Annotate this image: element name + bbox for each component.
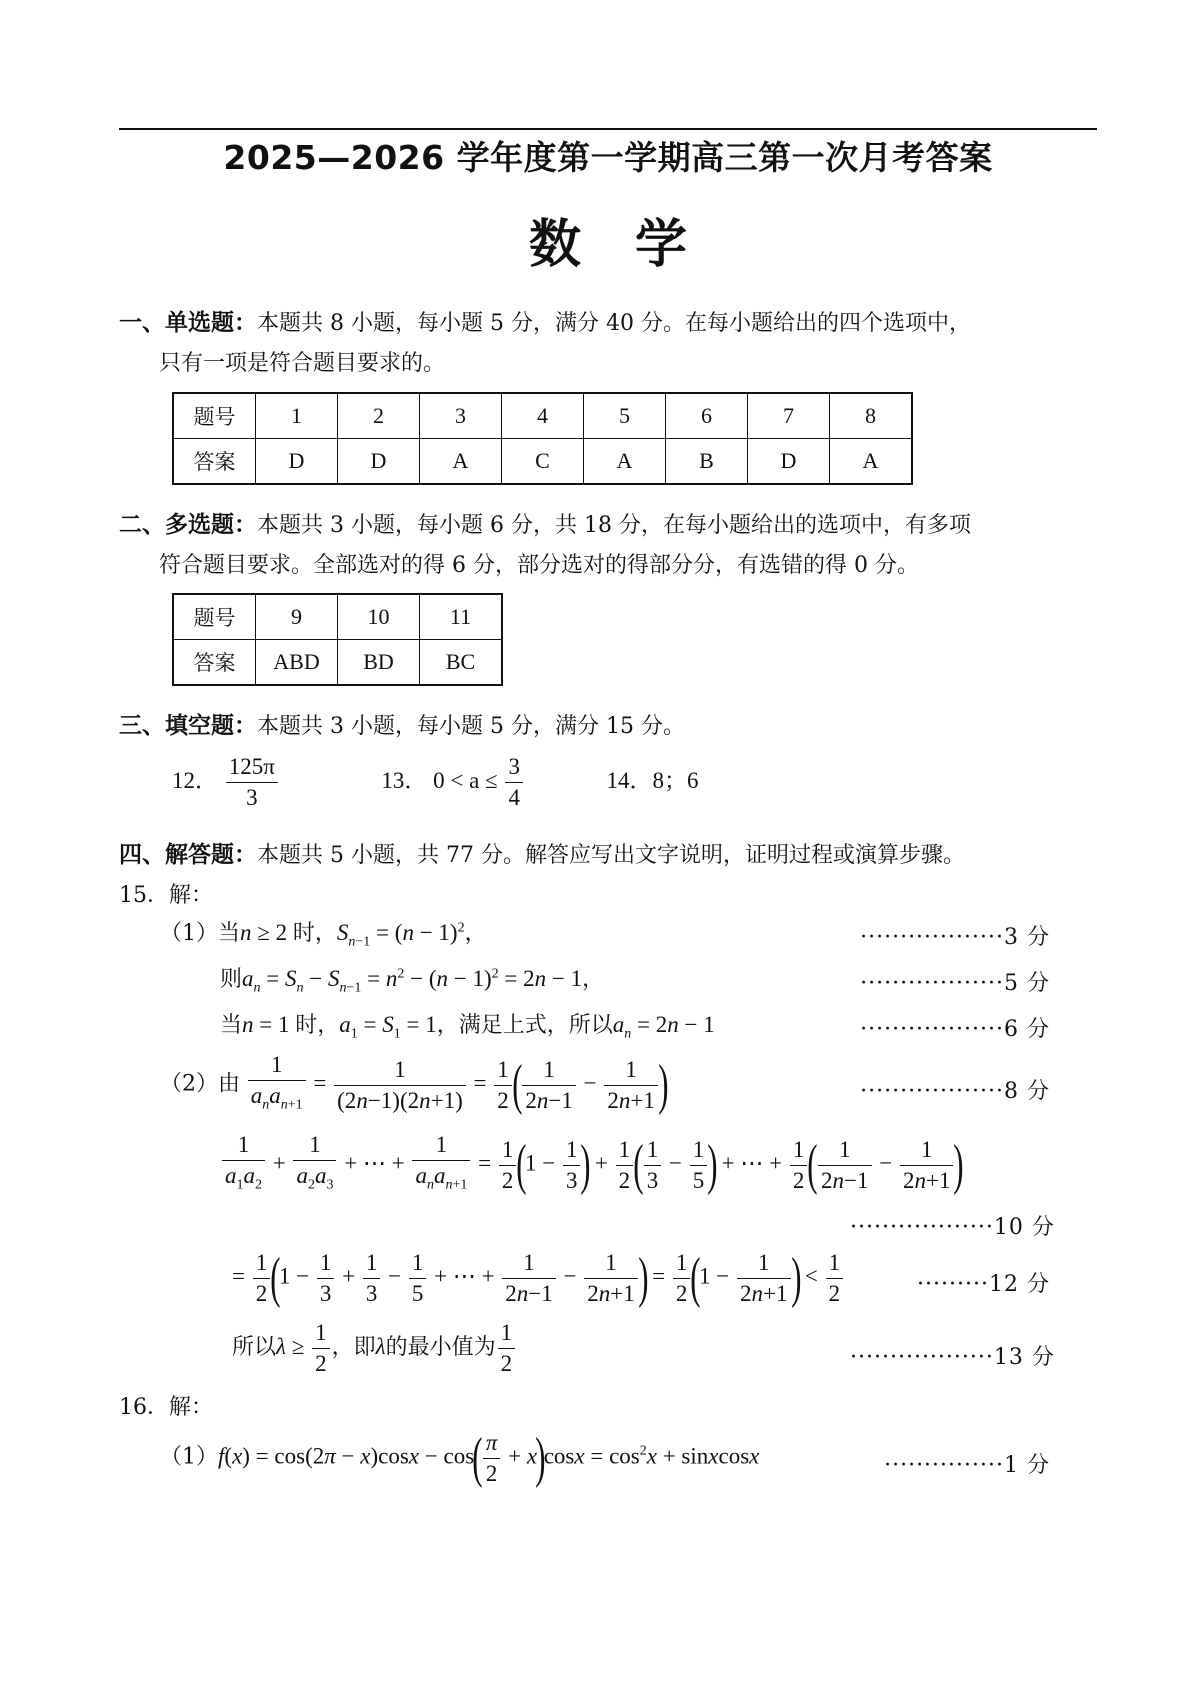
question-number: 1: [256, 393, 338, 439]
answer-cell: BD: [338, 640, 420, 686]
question-number: 9: [256, 594, 338, 640]
q13-prefix: 0 < a ≤: [433, 767, 498, 793]
page-title: 2025—2026 学年度第一学期高三第一次月考答案: [223, 138, 993, 177]
q12-fraction: [226, 752, 278, 813]
section4-text: 本题共 5 小题，共 77 分。解答应写出文字说明，证明过程或演算步骤。: [257, 843, 965, 868]
section1-answer-table: [172, 392, 913, 485]
section2-text1: 本题共 3 小题，每小题 6 分，共 18 分，在每小题给出的选项中，有多项: [257, 513, 971, 538]
q15-step2: 则$a_n = S_n - S_{n-1} = n^2 - (n - 1)^2 = 2n - 1$，: [220, 966, 605, 996]
question-number: 11: [420, 594, 503, 640]
q15-step3: 当n = 1 时，$a_1 = S_1 = 1$，满足上式，所以$a_n = 2n - 1$: [220, 1012, 715, 1042]
score-10: ··················10 分: [850, 1215, 1055, 1240]
subject-title: 数学: [528, 215, 741, 275]
score-12: ·········12 分: [917, 1272, 1050, 1297]
answer-cell: D: [256, 439, 338, 485]
q15-part2-line3: = $\frac{1}{2}$ (1 − $\frac{1}{3}$ + $\frac{1}{3}$ − $\frac{1}{5}$ + ⋯ + $\frac{1}{2n-1}$ − $\frac{1}{2n+1}$ ) = $\frac{1}{2}$ (1 − $\frac{1}{2n+1}$ ) < $\frac{1}{2}$: [232, 1246, 845, 1310]
table-row: [173, 594, 502, 640]
q15-conclusion: 所以λ ≥ $\frac{1}{2}$ ，即λ的最小值为 $\frac{1}{2}$: [232, 1318, 517, 1379]
score-5: ··················5 分: [860, 971, 1050, 996]
section2-heading: 二、多选题：: [119, 512, 257, 538]
question-number: 6: [666, 393, 748, 439]
row-label: 答案: [173, 439, 256, 485]
question-number: 2: [338, 393, 420, 439]
q15-label: 15．解：: [119, 883, 213, 908]
fill-answers: [172, 752, 698, 813]
answer-cell: A: [830, 439, 913, 485]
answer-cell: B: [666, 439, 748, 485]
question-number: 3: [420, 393, 502, 439]
question-number: 4: [502, 393, 584, 439]
q13-label: 13．: [381, 767, 428, 793]
section3-text: 本题共 3 小题，每小题 5 分，满分 15 分。: [257, 714, 685, 739]
q13-numerator: 3: [505, 752, 523, 783]
answer-cell: C: [502, 439, 584, 485]
score-8: ··················8 分: [860, 1079, 1050, 1104]
score-1: ···············1 分: [884, 1453, 1050, 1478]
q16-label: 16．解：: [119, 1395, 213, 1420]
question-number: 8: [830, 393, 913, 439]
question-number: 10: [338, 594, 420, 640]
q15-part2-line1: （2）由 $\frac{1}{a_na_{n+1}}$ = $\frac{1}{(2n-1)(2n+1)}$ = $\frac{1}{2}$ ( $\frac{1}{2n-1}$ − $\frac{1}{2n+1}$ ): [160, 1052, 669, 1117]
section1-heading: 一、单选题：: [119, 310, 257, 336]
section1-text1: 本题共 8 小题，每小题 5 分，满分 40 分。在每小题给出的四个选项中，: [257, 311, 971, 336]
score-6: ··················6 分: [860, 1017, 1050, 1042]
table-row: [173, 439, 912, 485]
question-number: 7: [748, 393, 830, 439]
section3-heading: 三、填空题：: [119, 713, 257, 739]
table-row: [173, 640, 502, 686]
section4-intro: [119, 835, 1119, 876]
question-number: 5: [584, 393, 666, 439]
q14-answer: 14．8；6: [606, 767, 699, 793]
answer-cell: A: [584, 439, 666, 485]
section4-heading: 四、解答题：: [119, 842, 257, 868]
section1-intro: [119, 303, 1109, 384]
answer-cell: D: [748, 439, 830, 485]
section2-text2: 符合题目要求。全部选对的得 6 分，部分选对的得部分分，有选错的得 0 分。: [159, 553, 919, 578]
answer-cell: ABD: [256, 640, 338, 686]
q13-denominator: 4: [508, 785, 520, 810]
row-label: 答案: [173, 640, 256, 686]
section3-intro: [119, 706, 1109, 747]
q15-part2-line2: $\frac{1}{a_1a_2}$ + $\frac{1}{a_2a_3}$ + ⋯ + $\frac{1}{a_na_{n+1}}$ = $\frac{1}{2}$ (1 − $\frac{1}{3}$ ) + $\frac{1}{2}$ ( $\frac{1}{3}$ − $\frac{1}{5}$ ) + ⋯ + $\frac{1}{2}$ ( $\frac{1}{2n-1}$ − $\frac{1}{2n+1}$ ): [220, 1130, 962, 1201]
q13-fraction: [505, 752, 523, 813]
answer-cell: A: [420, 439, 502, 485]
q12-label: 12．: [172, 767, 218, 793]
section1-text2: 只有一项是符合题目要求的。: [159, 351, 446, 376]
top-rule: [119, 128, 1097, 130]
row-label: 题号: [173, 393, 256, 439]
q16-step1: （1）f(x) = cos(2π − x)cosx − cos( $\frac{\pi}{2}$ + $x)\cos x = \cos^2x$ + sinxcosx: [160, 1427, 760, 1489]
score-3: ··················3 分: [860, 925, 1050, 950]
table-row: [173, 393, 912, 439]
score-13: ··················13 分: [850, 1345, 1055, 1370]
q12-denominator: 3: [246, 785, 258, 810]
answer-cell: D: [338, 439, 420, 485]
section2-intro: [119, 505, 1109, 586]
q12-numerator: 125π: [226, 752, 278, 783]
q15-step1: （1）当n ≥ 2 时，$S_{n-1} = (n - 1)^2$，: [160, 920, 487, 950]
section2-answer-table: [172, 593, 503, 686]
row-label: 题号: [173, 594, 256, 640]
answer-cell: BC: [420, 640, 503, 686]
